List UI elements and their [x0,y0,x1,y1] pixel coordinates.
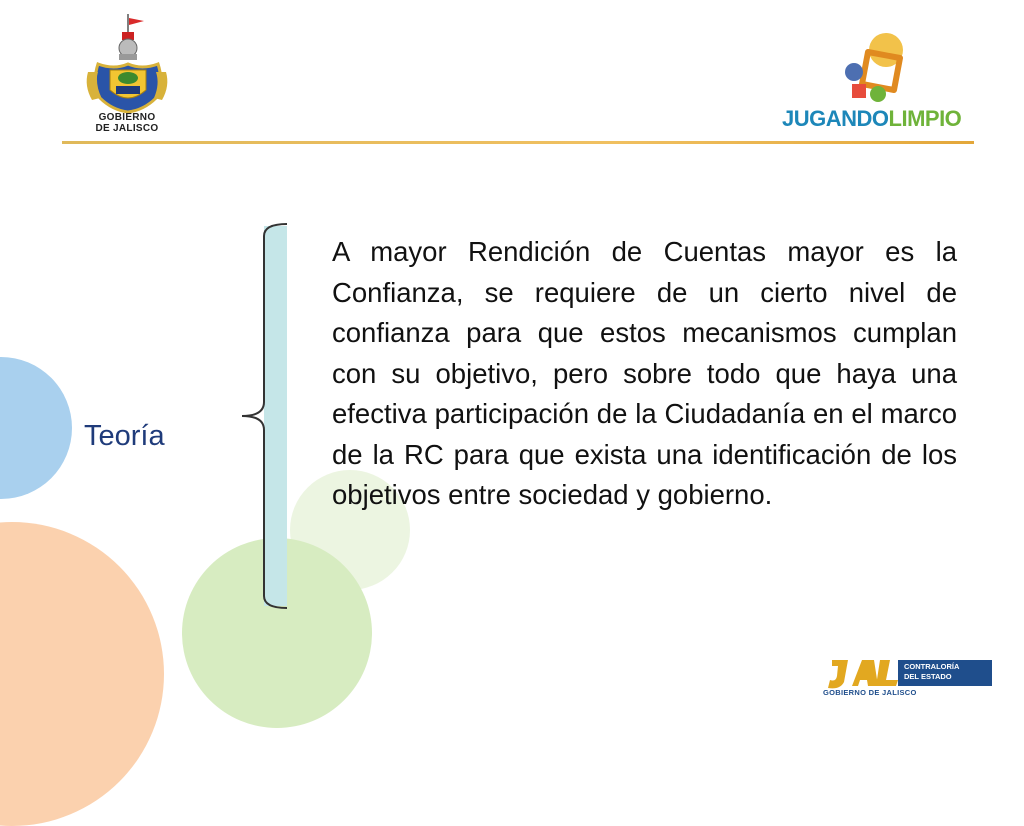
jugando-limpio-wordmark [782,106,961,132]
decor-circle-blue [0,357,72,499]
contraloria-label: CONTRALORÍA DEL ESTADO [904,662,960,681]
gobierno-jalisco-label: GOBIERNO DE JALISCO [95,112,159,134]
decor-circle-orange [0,522,164,826]
topic-label: Teoría [84,420,165,452]
jugando-limpio-logo-icon [842,32,912,104]
limpio-word: LIMPIO [888,106,962,131]
slide-body-text: A mayor Rendición de Cuentas mayor es la Confianza, se requiere de un cierto nivel de confianza para que estos mecanismos cumplan con su objetivo, pero sobre todo que haya una efectiva participación de la Ciudadanía en el marco de la RC para que exista una identificación de los objetivos entre sociedad y gobierno. [332,236,957,510]
jugando-word: JUGANDO [782,106,889,131]
brace-connector [238,222,290,610]
gobierno-jalisco-small-label: GOBIERNO DE JALISCO [823,688,917,697]
top-divider [62,141,974,144]
